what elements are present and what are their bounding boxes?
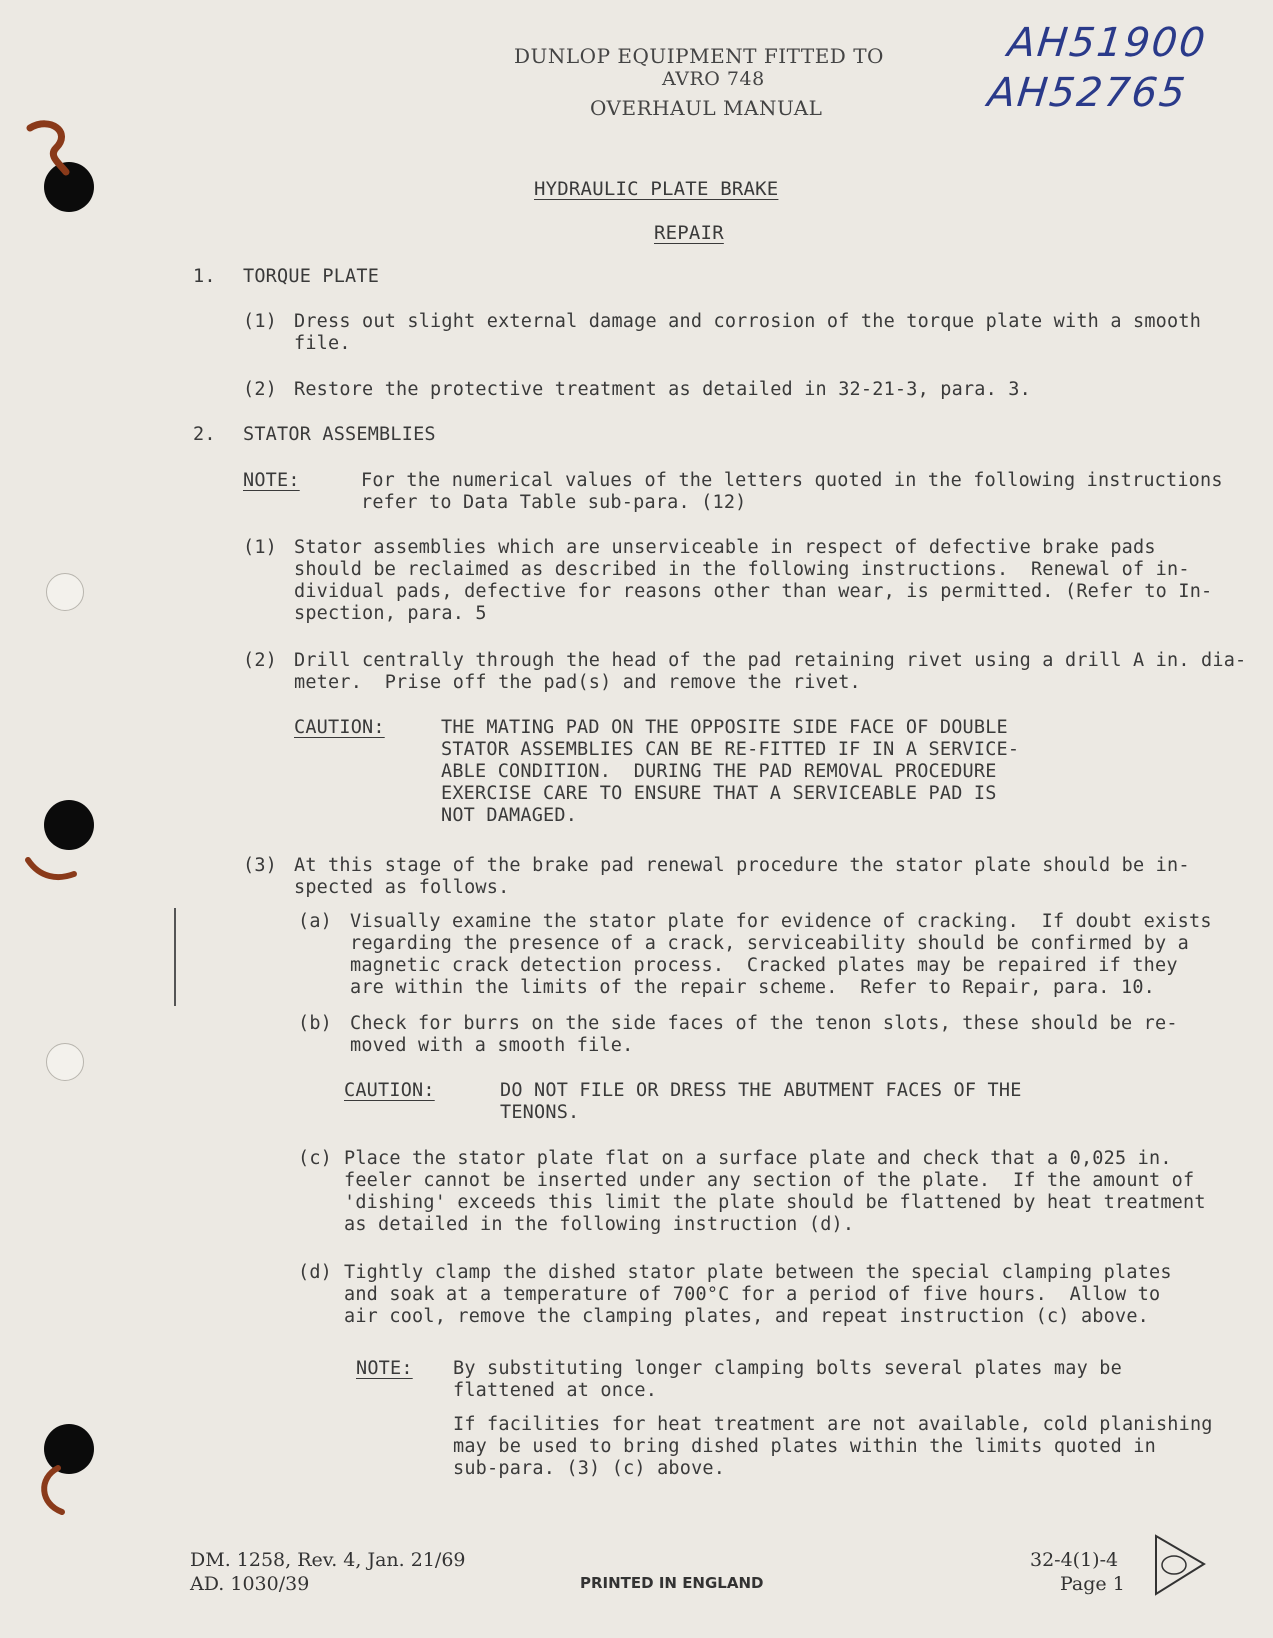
note-line-1: For the numerical values of the letters quoted in the following instructions (361, 470, 1223, 491)
note-2-line-1: By substituting longer clamping bolts several plates may be (453, 1358, 1122, 1379)
header-line-2: AVRO 748 (662, 68, 765, 90)
item-2-1-label: (1) (243, 537, 278, 558)
sub-c-line-4: as detailed in the following instruction (d). (344, 1214, 855, 1235)
sub-b-label: (b) (298, 1013, 333, 1034)
sub-d-line-1: Tightly clamp the dished stator plate between the special clamping plates (344, 1262, 1172, 1283)
document-title: HYDRAULIC PLATE BRAKE (534, 178, 779, 200)
section-1-heading: TORQUE PLATE (243, 266, 380, 287)
item-2-3-line-2: spected as follows. (294, 877, 510, 898)
binder-ring-lower (46, 1043, 84, 1081)
note-2-line-2: flattened at once. (453, 1380, 658, 1401)
sub-c-line-3: 'dishing' exceeds this limit the plate should be flattened by heat treatment (344, 1192, 1206, 1213)
sub-b-line-1: Check for burrs on the side faces of the tenon slots, these should be re- (350, 1013, 1178, 1034)
sub-b-line-2: moved with a smooth file. (350, 1035, 634, 1056)
note-2-para-2-line-1: If facilities for heat treatment are not available, cold planishing (453, 1414, 1213, 1435)
sub-a-line-3: magnetic crack detection process. Cracked plates may be repaired if they (350, 955, 1178, 976)
section-1-number: 1. (193, 266, 216, 287)
handwritten-number-1: AH51900 (1005, 20, 1210, 66)
rust-stain-top (10, 112, 80, 182)
note-2-para-2-line-3: sub-para. (3) (c) above. (453, 1458, 726, 1479)
sub-a-label: (a) (298, 911, 333, 932)
item-2-1-line-2: should be reclaimed as described in the following instructions. Renewal of in- (294, 559, 1190, 580)
sub-d-label: (d) (298, 1262, 333, 1283)
arrow-stamp-icon (1150, 1530, 1210, 1600)
handwritten-number-2: AH52765 (985, 70, 1190, 116)
item-1-1-line-2: file. (294, 333, 351, 354)
sub-a-line-1: Visually examine the stator plate for evidence of cracking. If doubt exists (350, 911, 1212, 932)
footer-page-number: Page 1 (1060, 1573, 1125, 1595)
header-line-1: DUNLOP EQUIPMENT FITTED TO (514, 44, 884, 68)
sub-c-line-1: Place the stator plate flat on a surface plate and check that a 0,025 in. (344, 1148, 1172, 1169)
rust-stain-middle (20, 850, 80, 890)
caution-1-line-3: ABLE CONDITION. DURING THE PAD REMOVAL PROCEDURE (441, 761, 997, 782)
caution-2-label: CAUTION: (344, 1080, 435, 1101)
footer-printed-in: PRINTED IN ENGLAND (580, 1574, 764, 1592)
item-2-3-line-1: At this stage of the brake pad renewal procedure the stator plate should be in- (294, 855, 1190, 876)
item-1-1-line-1: Dress out slight external damage and corrosion of the torque plate with a smooth (294, 311, 1202, 332)
item-2-1-line-3: dividual pads, defective for reasons other than wear, is permitted. (Refer to In- (294, 581, 1213, 602)
binder-ring-upper (46, 573, 84, 611)
note-line-2: refer to Data Table sub-para. (12) (361, 492, 747, 513)
item-1-1-label: (1) (243, 311, 278, 332)
item-2-1-line-4: spection, para. 5 (294, 603, 487, 624)
document-subtitle: REPAIR (654, 222, 724, 244)
section-2-number: 2. (193, 424, 216, 445)
item-2-2-line-2: meter. Prise off the pad(s) and remove the rivet. (294, 672, 861, 693)
item-1-2-line-1: Restore the protective treatment as detailed in 32-21-3, para. 3. (294, 379, 1031, 400)
sub-d-line-3: air cool, remove the clamping plates, and repeat instruction (c) above. (344, 1306, 1149, 1327)
item-2-2-label: (2) (243, 650, 278, 671)
margin-change-bar (174, 908, 176, 1006)
item-2-1-line-1: Stator assemblies which are unserviceable in respect of defective brake pads (294, 537, 1156, 558)
rust-stain-bottom (28, 1460, 88, 1520)
footer-doc-ref: DM. 1258, Rev. 4, Jan. 21/69 (190, 1549, 466, 1571)
caution-1-line-1: THE MATING PAD ON THE OPPOSITE SIDE FACE OF DOUBLE (441, 717, 1008, 738)
caution-2-line-2: TENONS. (500, 1102, 580, 1123)
caution-1-line-2: STATOR ASSEMBLIES CAN BE RE-FITTED IF IN A SERVICE- (441, 739, 1020, 760)
sub-a-line-2: regarding the presence of a crack, serviceability should be confirmed by a (350, 933, 1190, 954)
caution-2-line-1: DO NOT FILE OR DRESS THE ABUTMENT FACES OF THE (500, 1080, 1022, 1101)
footer-ad-ref: AD. 1030/39 (190, 1573, 310, 1595)
caution-1-line-4: EXERCISE CARE TO ENSURE THAT A SERVICEABLE PAD IS (441, 783, 997, 804)
note-2-label: NOTE: (356, 1358, 413, 1379)
punch-hole-middle (44, 800, 94, 850)
sub-c-line-2: feeler cannot be inserted under any section of the plate. If the amount of (344, 1170, 1195, 1191)
note-2-para-2-line-2: may be used to bring dished plates within the limits quoted in (453, 1436, 1156, 1457)
footer-chapter-ref: 32-4(1)-4 (1030, 1549, 1119, 1571)
note-label: NOTE: (243, 470, 300, 491)
sub-c-label: (c) (298, 1148, 333, 1169)
sub-a-line-4: are within the limits of the repair scheme. Refer to Repair, para. 10. (350, 977, 1155, 998)
section-2-heading: STATOR ASSEMBLIES (243, 424, 436, 445)
item-2-3-label: (3) (243, 855, 278, 876)
sub-d-line-2: and soak at a temperature of 700°C for a period of five hours. Allow to (344, 1284, 1161, 1305)
item-2-2-line-1: Drill centrally through the head of the pad retaining rivet using a drill A in. dia- (294, 650, 1247, 671)
item-1-2-label: (2) (243, 379, 278, 400)
caution-1-line-5: NOT DAMAGED. (441, 805, 578, 826)
header-line-3: OVERHAUL MANUAL (590, 96, 823, 120)
caution-1-label: CAUTION: (294, 717, 385, 738)
